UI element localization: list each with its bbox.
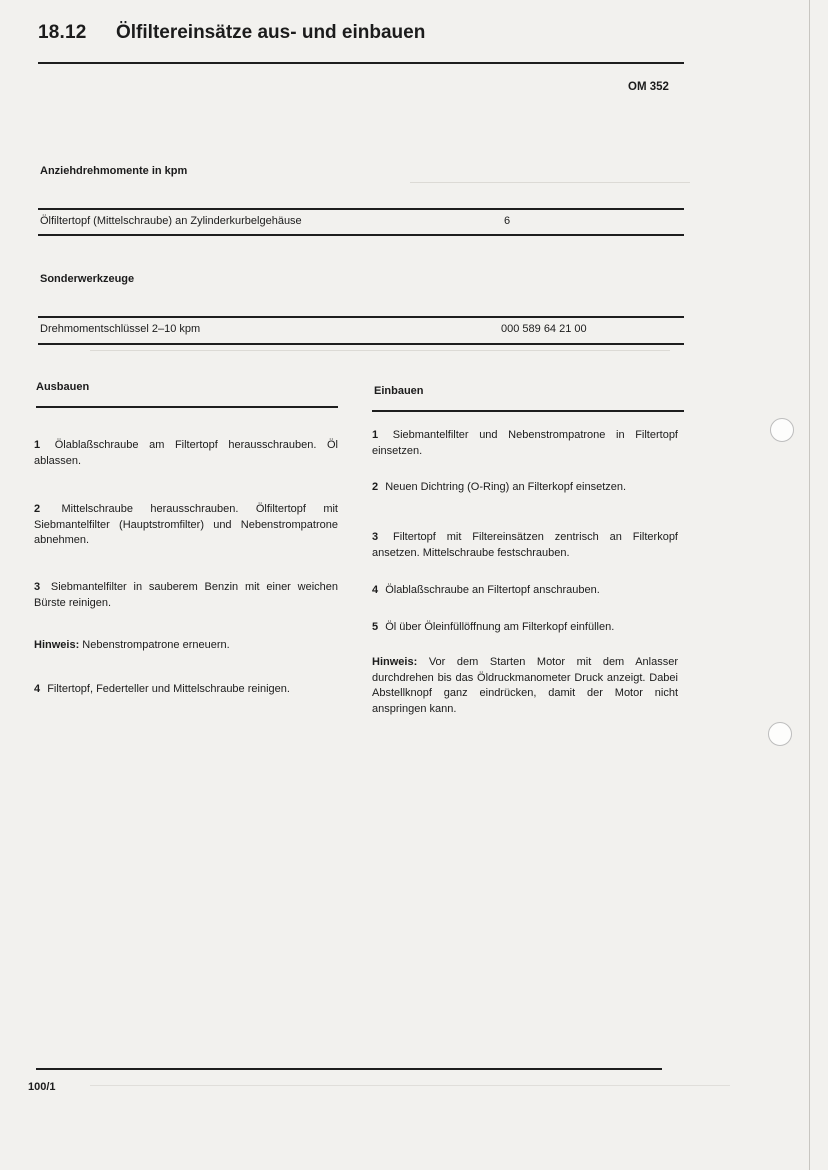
note-label: Hinweis: <box>34 639 80 651</box>
step-number: 4 <box>34 683 41 695</box>
step-number: 3 <box>372 531 379 543</box>
step-number: 5 <box>372 621 379 633</box>
page-number: 100/1 <box>28 1081 56 1093</box>
step-text: Neuen Dichtring (O-Ring) an Filterkopf einsetzen. <box>385 481 627 493</box>
installation-step <box>372 530 678 561</box>
torque-heading: Anziehdrehmomente in kpm <box>40 165 188 177</box>
step-number: 2 <box>372 481 379 493</box>
step-text: Filtertopf, Federteller und Mittelschraube reinigen. <box>47 683 290 695</box>
section-number: 18.12 <box>38 22 87 43</box>
removal-heading: Ausbauen <box>36 381 90 393</box>
step-text: Siebmantelfilter und Nebenstrompatrone in Filtertopf einsetzen. <box>372 429 678 457</box>
step-text: Ölablaßschraube am Filtertopf herausschrauben. Öl ablassen. <box>34 439 338 467</box>
removal-step <box>34 580 338 611</box>
torque-item-value: 6 <box>504 215 511 227</box>
title-rule <box>38 62 684 64</box>
step-text: Öl über Öleinfüllöffnung am Filterkopf einfüllen. <box>385 621 615 633</box>
paper-edge <box>809 0 810 1170</box>
torque-rule-top <box>38 208 684 210</box>
tools-item-value: 000 589 64 21 00 <box>501 323 587 335</box>
step-number: 1 <box>372 429 379 441</box>
step-text: Siebmantelfilter in sauberem Benzin mit einer weichen Bürste reinigen. <box>34 581 338 609</box>
removal-note <box>34 638 338 654</box>
footer-rule <box>36 1068 662 1070</box>
note-text: Nebenstrompatrone erneuern. <box>82 639 230 651</box>
installation-step <box>372 583 678 599</box>
step-number: 4 <box>372 584 379 596</box>
removal-step <box>34 502 338 549</box>
torque-item-label: Ölfiltertopf (Mittelschraube) an Zylinderkurbelgehäuse <box>40 215 302 227</box>
step-number: 3 <box>34 581 41 593</box>
punch-hole-bottom <box>768 722 792 746</box>
note-label: Hinweis: <box>372 656 418 668</box>
torque-rule-bottom <box>38 234 684 236</box>
removal-step <box>34 438 338 469</box>
bleed-through-block <box>90 1085 730 1086</box>
installation-note <box>372 655 678 717</box>
removal-rule <box>36 406 338 408</box>
step-text: Mittelschraube herausschrauben. Ölfiltertopf mit Siebmantelfilter (Hauptstromfilter) und Nebenstrompatrone abnehmen. <box>34 503 338 546</box>
tools-rule-bottom <box>38 343 684 345</box>
step-text: Ölablaßschraube an Filtertopf anschrauben. <box>385 584 600 596</box>
page-title: Ölfiltereinsätze aus- und einbauen <box>116 22 426 43</box>
installation-heading: Einbauen <box>374 385 424 397</box>
installation-step <box>372 480 678 496</box>
step-text: Filtertopf mit Filtereinsätzen zentrisch an Filterkopf ansetzen. Mittelschraube festschrauben. <box>372 531 678 559</box>
step-number: 1 <box>34 439 41 451</box>
tools-rule-top <box>38 316 684 318</box>
punch-hole-top <box>770 418 794 442</box>
installation-rule <box>372 410 684 412</box>
bleed-through-block <box>410 170 690 183</box>
installation-step <box>372 428 678 459</box>
bleed-through-block <box>90 350 670 351</box>
note-text: Vor dem Starten Motor mit dem Anlasser durchdrehen bis das Öldruckmanometer Druck anzeigt. Dabei Abstellknopf ganz eindrücken, damit der Motor nicht anspringen kann. <box>372 656 678 715</box>
engine-model: OM 352 <box>628 81 669 93</box>
step-number: 2 <box>34 503 41 515</box>
tools-item-label: Drehmomentschlüssel 2–10 kpm <box>40 323 201 335</box>
installation-step <box>372 620 678 636</box>
removal-step <box>34 682 338 698</box>
tools-heading: Sonderwerkzeuge <box>40 273 135 285</box>
